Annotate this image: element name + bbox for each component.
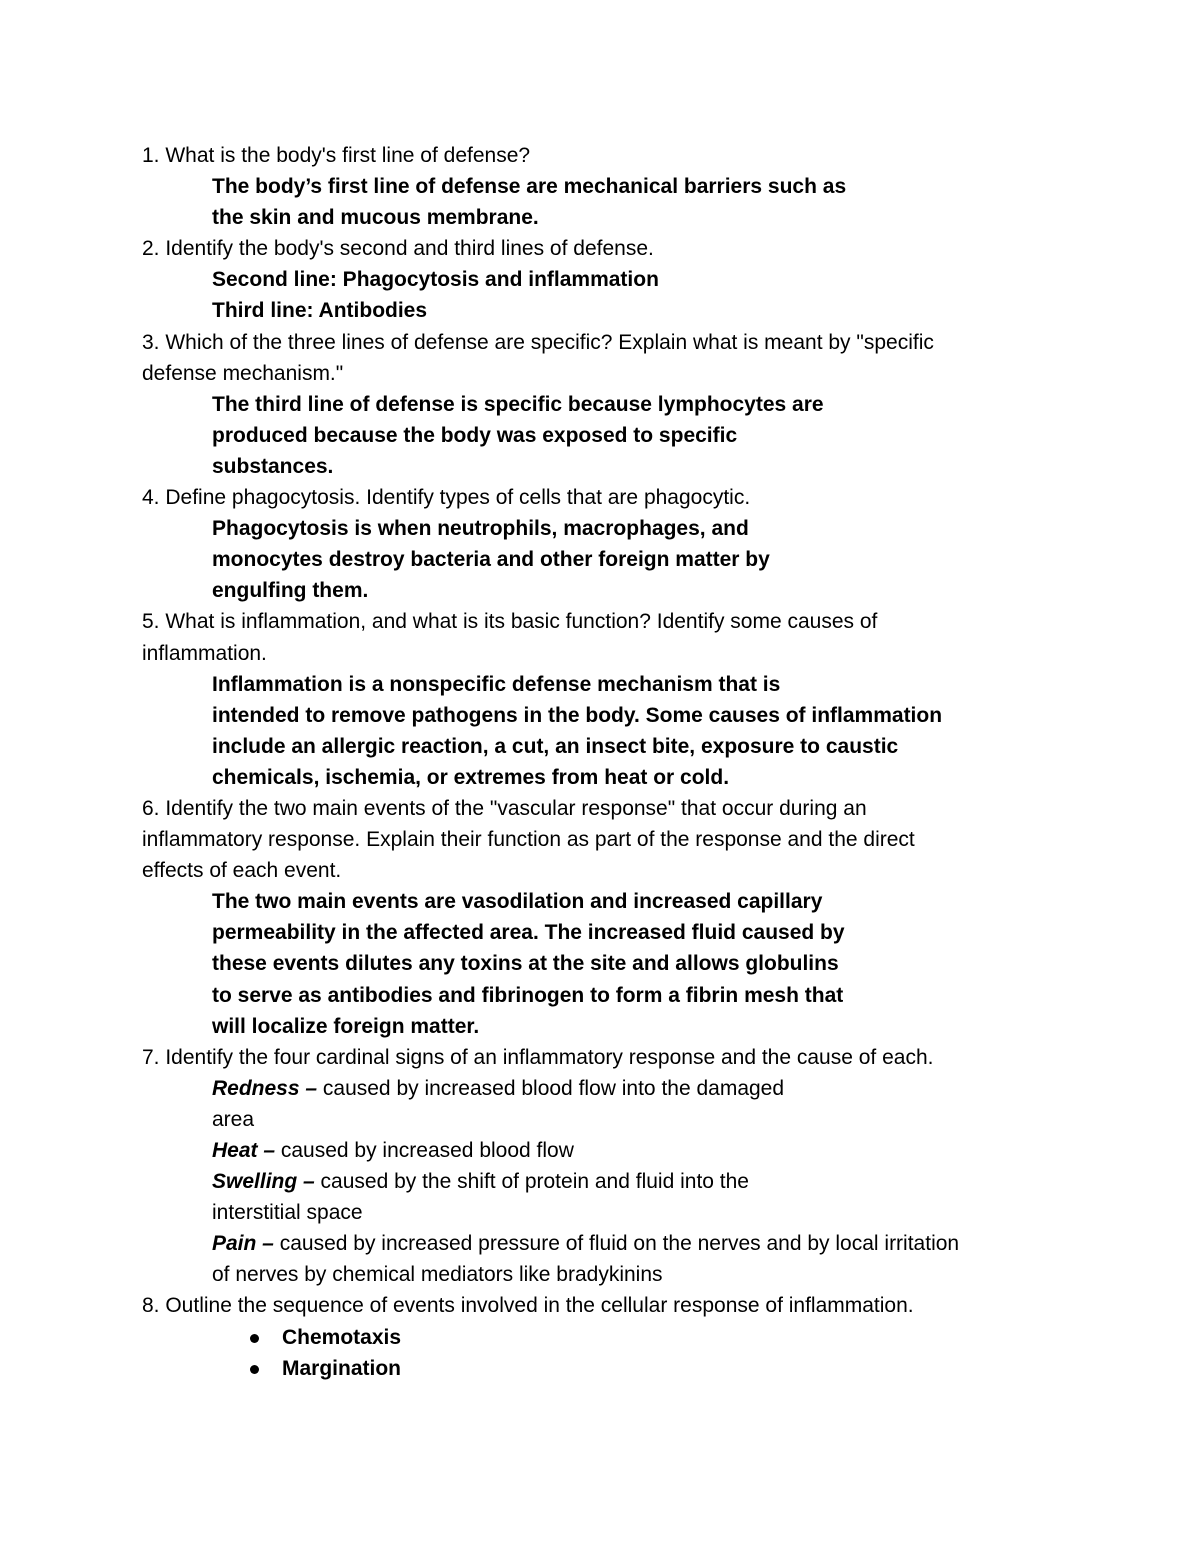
sign-cause: caused by increased pressure of fluid on the nerves and by local irritation	[273, 1232, 960, 1256]
sign-swelling	[0, 1166, 1200, 1197]
answer-6-line-2: permeability in the affected area. The increased fluid caused by	[212, 921, 845, 945]
answer-3-line-1: The third line of defense is specific because lymphocytes are	[212, 392, 824, 416]
question-3-line-1: 3. Which of the three lines of defense are specific? Explain what is meant by "specific	[142, 330, 934, 354]
answer-6-line-3: these events dilutes any toxins at the site and allows globulins	[212, 952, 839, 976]
answer-6-line-5: will localize foreign matter.	[212, 1014, 480, 1038]
bullet-text: Chemotaxis	[282, 1325, 402, 1349]
bullet-text: Margination	[282, 1356, 401, 1380]
answer-6-line-1: The two main events are vasodilation and increased capillary	[212, 890, 823, 914]
sign-heat	[0, 1135, 1200, 1166]
answer-2-line-2: Third line: Antibodies	[212, 299, 428, 323]
sign-term: Heat –	[212, 1139, 276, 1162]
question-5-line-2: inflammation.	[142, 641, 267, 665]
sign-term: Redness –	[212, 1076, 318, 1100]
sign-swelling-cont: interstitial space	[212, 1201, 363, 1225]
question-3-line-2: defense mechanism."	[142, 361, 344, 385]
question-5-line-1: 5. What is inflammation, and what is its basic function? Identify some causes of	[142, 610, 878, 634]
bullet-item	[0, 1322, 1200, 1353]
sign-redness-cont: area	[212, 1107, 255, 1131]
question-4: 4. Define phagocytosis. Identify types of cells that are phagocytic.	[142, 486, 751, 510]
answer-3-line-3: substances.	[212, 454, 334, 478]
answer-1-line-1: The body’s first line of defense are mechanical barriers such as	[212, 175, 847, 199]
bullet-item	[0, 1353, 1200, 1384]
question-6-line-2: inflammatory response. Explain their function as part of the response and the direct	[142, 828, 915, 852]
question-2: 2. Identify the body's second and third lines of defense.	[142, 237, 654, 261]
sign-redness	[0, 1073, 1200, 1104]
bullet-icon	[250, 1365, 259, 1374]
sign-pain	[0, 1228, 1200, 1259]
answer-4-line-2: monocytes destroy bacteria and other foreign matter by	[212, 548, 770, 572]
answer-5-line-3: include an allergic reaction, a cut, an insect bite, exposure to caustic	[212, 734, 899, 758]
sign-term: Swelling –	[212, 1170, 315, 1194]
sign-term: Pain –	[212, 1232, 274, 1256]
answer-5-line-2: intended to remove pathogens in the body. Some causes of inflammation	[212, 703, 943, 727]
document-page	[0, 140, 1200, 1384]
sign-cause: caused by increased blood flow	[275, 1139, 574, 1162]
answer-4-line-3: engulfing them.	[212, 579, 369, 603]
answer-5-line-1: Inflammation is a nonspecific defense mechanism that is	[212, 672, 781, 696]
answer-2-line-1: Second line: Phagocytosis and inflammation	[212, 268, 659, 292]
answer-5-line-4: chemicals, ischemia, or extremes from heat or cold.	[212, 765, 730, 789]
question-6-line-3: effects of each event.	[142, 859, 342, 883]
sign-cause: caused by the shift of protein and fluid into the	[314, 1170, 749, 1194]
sign-cause: caused by increased blood flow into the damaged	[317, 1076, 785, 1100]
answer-6-line-4: to serve as antibodies and fibrinogen to form a fibrin mesh that	[212, 983, 844, 1007]
question-1: 1. What is the body's first line of defense?	[142, 144, 531, 167]
answer-1-line-2: the skin and mucous membrane.	[212, 206, 539, 230]
question-7: 7. Identify the four cardinal signs of an inflammatory response and the cause of each.	[142, 1045, 934, 1069]
question-8: 8. Outline the sequence of events involved in the cellular response of inflammation.	[142, 1294, 914, 1318]
answer-3-line-2: produced because the body was exposed to specific	[212, 423, 738, 447]
bullet-icon	[250, 1334, 259, 1343]
answer-4-line-1: Phagocytosis is when neutrophils, macrophages, and	[212, 517, 749, 541]
sign-pain-cont: of nerves by chemical mediators like bradykinins	[212, 1263, 663, 1287]
question-6-line-1: 6. Identify the two main events of the "vascular response" that occur during an	[142, 796, 867, 820]
